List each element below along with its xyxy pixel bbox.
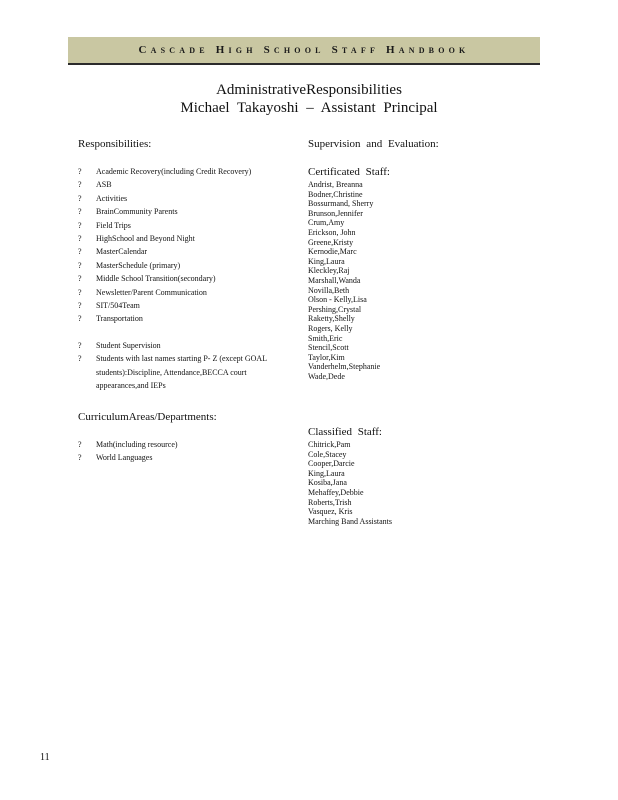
list-item (78, 259, 283, 272)
list-item-text: Field Trips (96, 220, 131, 230)
handbook-header-banner (68, 37, 540, 65)
list-item (78, 165, 283, 178)
list-item-text: BrainCommunity Parents (96, 207, 178, 217)
staff-name: Kernodie,Marc (308, 247, 357, 257)
list-item-text: MasterSchedule (primary) (96, 260, 181, 270)
staff-name: Marshall,Wanda (308, 275, 361, 285)
bullet-glyph: ? (78, 287, 82, 297)
list-item (78, 232, 283, 245)
list-item-text: Activities (96, 193, 128, 203)
staff-name: Kosiba,Jana (308, 478, 347, 488)
staff-name: Rogers, Kelly (308, 323, 353, 333)
bullet-glyph: ? (78, 234, 82, 244)
bullet-glyph: ? (78, 220, 82, 230)
staff-name: Cooper,Darcie (308, 459, 355, 469)
staff-name: Bodner,Christine (308, 189, 363, 199)
bullet-glyph: ? (78, 274, 82, 284)
staff-name: Stencil,Scott (308, 343, 349, 353)
bullet-glyph: ? (78, 247, 82, 257)
page-number: 11 (40, 752, 50, 763)
list-item-text: Transportation (96, 314, 143, 324)
bullet-glyph: ? (78, 453, 82, 463)
handbook-header-title: Cascade High School Staff Handbook (138, 44, 470, 56)
staff-name: Raketty,Shelly (308, 314, 355, 324)
staff-name: Cole,Stacey (308, 449, 347, 459)
staff-name: Greene,Kristy (308, 237, 354, 247)
list-item-text: Student Supervision (96, 341, 161, 350)
staff-name: Marching Band Assistants (308, 516, 392, 526)
bullet-glyph: ? (78, 180, 82, 190)
bullet-glyph: ? (78, 354, 82, 364)
bullet-glyph: ? (78, 167, 82, 176)
certificated-staff-list (308, 180, 428, 381)
list-item-text: Academic Recovery(including Credit Recovery) (96, 167, 252, 176)
staff-name: Chitrick,Pam (308, 440, 351, 449)
list-item (78, 245, 283, 258)
list-item (78, 451, 283, 464)
staff-name: Novilla,Beth (308, 285, 350, 295)
staff-name: Smith,Eric (308, 333, 343, 343)
list-item-text: SIT/504Team (96, 301, 140, 311)
bullet-glyph: ? (78, 207, 82, 217)
staff-name: King,Laura (308, 256, 345, 266)
classified-staff-heading: Classified Staff: (308, 426, 382, 438)
supervision-heading: Supervision and Evaluation: (308, 138, 439, 150)
list-item-text: ASB (96, 180, 112, 190)
list-item (78, 339, 283, 352)
classified-staff-list (308, 440, 428, 526)
staff-name: Crum,Amy (308, 218, 345, 228)
bullet-glyph: ? (78, 193, 82, 203)
bullet-glyph: ? (78, 314, 82, 324)
list-item-text: MasterCalendar (96, 247, 148, 257)
staff-name: Pershing,Crystal (308, 304, 362, 314)
curriculum-heading: CurriculumAreas/Departments: (78, 411, 217, 423)
page-subtitle: Michael Takayoshi – Assistant Principal (180, 100, 438, 116)
staff-name: Mehaffey,Debbie (308, 487, 364, 497)
staff-name: Bossurmand, Sherry (308, 199, 374, 209)
list-item-text: Math(including resource) (96, 440, 178, 449)
bullet-glyph: ? (78, 440, 82, 449)
staff-name: Olson - Kelly,Lisa (308, 295, 367, 305)
list-item-text: HighSchool and Beyond Night (96, 234, 195, 244)
bullet-glyph: ? (78, 301, 82, 311)
staff-name: Vanderhelm,Stephanie (308, 362, 381, 372)
bullet-glyph: ? (78, 341, 82, 350)
list-item (78, 299, 283, 312)
list-item (78, 272, 283, 285)
staff-name: Taylor,Kim (308, 352, 345, 362)
staff-name: Kleckley,Raj (308, 266, 350, 276)
list-item-text: Middle School Transition(secondary) (96, 274, 216, 284)
responsibilities-list-b (78, 339, 283, 393)
list-item (78, 192, 283, 205)
list-item (78, 286, 283, 299)
responsibilities-list-a (78, 165, 283, 326)
staff-name: King,Laura (308, 468, 345, 478)
list-item (78, 178, 283, 191)
list-item-text: World Languages (96, 453, 153, 463)
list-item-text: Students with last names starting P- Z (except GOAL students):Discipline, Attendance,BECCA court appearances,and IEPs (96, 354, 267, 391)
list-item (78, 312, 283, 325)
list-item (78, 219, 283, 232)
curriculum-list (78, 438, 283, 465)
responsibilities-heading: Responsibilities: (78, 138, 152, 150)
certificated-staff-heading: Certificated Staff: (308, 166, 390, 178)
staff-name: Andrist, Breanna (308, 180, 363, 189)
list-item (78, 352, 283, 392)
staff-name: Wade,Dede (308, 371, 345, 381)
list-item (78, 205, 283, 218)
staff-name: Brunson,Jennifer (308, 208, 363, 218)
staff-name: Vasquez, Kris (308, 507, 353, 517)
staff-name: Roberts,Trish (308, 497, 352, 507)
list-item (78, 438, 283, 451)
page-title: AdministrativeResponsibilities (216, 82, 402, 98)
staff-name: Erickson, John (308, 227, 356, 237)
list-item-text: Newsletter/Parent Communication (96, 287, 207, 297)
bullet-glyph: ? (78, 260, 82, 270)
